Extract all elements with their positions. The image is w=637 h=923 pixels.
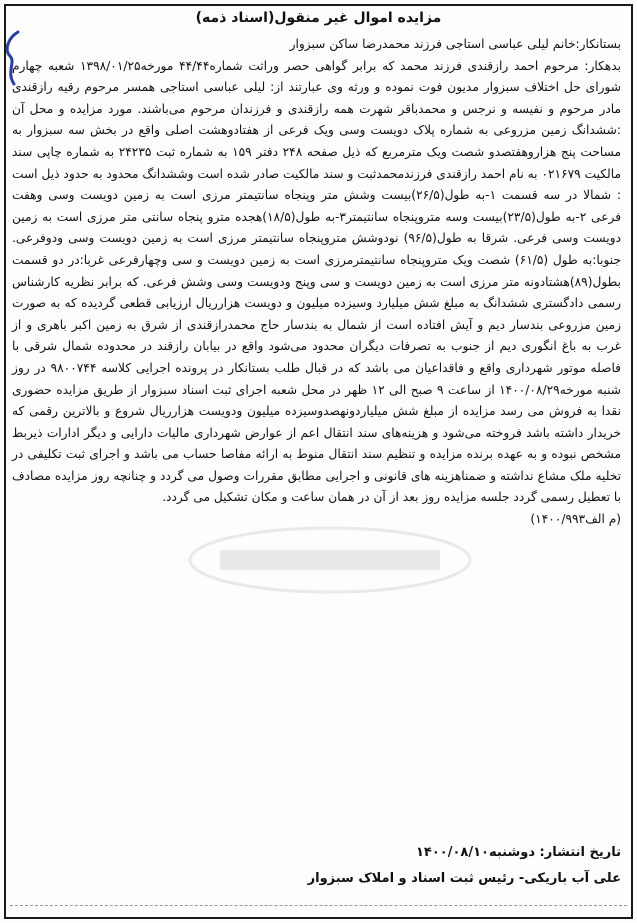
publish-date: تاریخ انتشار: دوشنبه۱۴۰۰/۰۸/۱۰	[415, 845, 621, 860]
watermark-logo	[180, 520, 480, 600]
notice-title: مزایده اموال غیر منقول(اسناد ذمه)	[195, 10, 442, 26]
main-paragraph: بدهکار: مرحوم احمد رازقندی فرزند محمد که برابر گواهی حصر وراثت شماره۴۴/۴۴ مورخه۱۳۹۸/۰۱/۲۵ شعبه چهارم شورای حل اختلاف سبزوار مدیون فوت نموده و ورثه وی عبارتند از: لیلی عباسی استاجی همسر مرحوم رقیه رازقندی مادر مرحوم و نفیسه و نرجس و محمدباقر شهرت همه رازقندی و فرزندان مرحوم می‌باشند. مورد مزایده و محل آن :ششدانگ زمین مزروعی به شماره پلاک دویست وسی ویک فرعی از هفتادوهشت اصلی واقع در بخش سه سبزوار به مساحت پنج هزاروهفتصدو شصت ویک مترمربع که ذیل صفحه ۲۴۸ دفتر ۱۵۹ به شماره ثبت ۲۴۲۳۵ به شماره چاپی سند مالکیت ۰۲۱۶۷۹ به نام احمد رازقندی فرزندمحمدثبت و سند مالکیت صادر شده است وششدانگ محدود به حدود ذیل است : شمالا در سه قسمت ۱-به طول(۲۶/۵)بیست وشش متر وپنجاه سانتیمتر مرزی است به زمین دویست وسی وهفت فرعی ۲-به طول(۲۳/۵)بیست وسه متروپنجاه سانتیمتر۳-به طول(۱۸/۵)هجده مترو پنجاه سانتی متر مرزی است به زمین دویست وسی فرعی. شرقا به طول(۹۶/۵) نودوشش متروپنجاه سانتیمتر مرزی است به زمین دویست وسی ودوفرعی. جنوبا:به طول (۶۱/۵) شصت ویک متروپنجاه سانتیمترمرزی است به زمین دویست و سی وچهارفرعی غربا:در دو قسمت بطول(۸۹)هشتادونه متر مرزی است به زمین دویست و سی وپنج ودویست وسی وشش فرعی. که برابر نظریه کارشناس رسمی دادگستری ششدانگ به مبلغ شش میلیارد وسیزده میلیون و دویست هزارریال ارزیابی قطعی گردیده که به صورت زمین مزروعی بندسار دیم و آیش افتاده است از شمال به بندسار حاج محمدرازقندی از شرق به زمین اکبر باهری و از غرب به باغ انگوری دیم از جنوب به تصرفات دیگران محدود می‌شود واقع در بیابان رازقند در محدوده شمال شرقی با فاصله موتور شهرداری واقع و فاقداعیان می باشد که در قبال طلب بستانکار در پرونده اجرایی کلاسه ۹۸۰۰۷۴۴ در روز شنبه مورخه۱۴۰۰/۰۸/۲۹ از ساعت ۹ صبح الی ۱۲ ظهر در محل شعبه اجرای ثبت اسناد سبزوار از طریق مزایده حضوری نقدا به فروش می رسد مزایده از مبلغ شش میلیاردونهصدوسیزده میلیون ودویست هزارریال شروع و بالاترین رقمی که خریدار داشته باشد فروخته می‌شود و هزینه‌های سند انتقال اعم از عوارض شهرداری مالیات دارایی و دیگر ادارات ذیربط مشخص نبوده و به عهده برنده مزایده و تنظیم سند انتقال منوط به ارائه مفاصا حساب می باشد و اجرای ثبت تکلیفی در تخلیه ملک مشاع نداشته و ضمناهزینه های قانونی و اجرایی مطابق مقررات وصول می گردد و چنانچه روز مزایده مصادف با تعطیل رسمی گردد جلسه مزایده روز بعد از آن در همان ساعت و مکان تشکیل می گردد.	[12, 58, 622, 505]
notice-body	[12, 34, 621, 531]
bottom-divider	[10, 905, 627, 906]
creditor-paragraph: بستانکار:خانم لیلی عباسی استاجی فرزند محمدرضا ساکن سبزوار	[289, 37, 621, 51]
notice-footer	[12, 840, 621, 892]
signature-line: علی آب باریکی- رئیس ثبت اسناد و املاک سبزوار	[307, 871, 621, 886]
reference-code: (م الف۱۴۰۰/۹۹۳)	[530, 512, 621, 527]
